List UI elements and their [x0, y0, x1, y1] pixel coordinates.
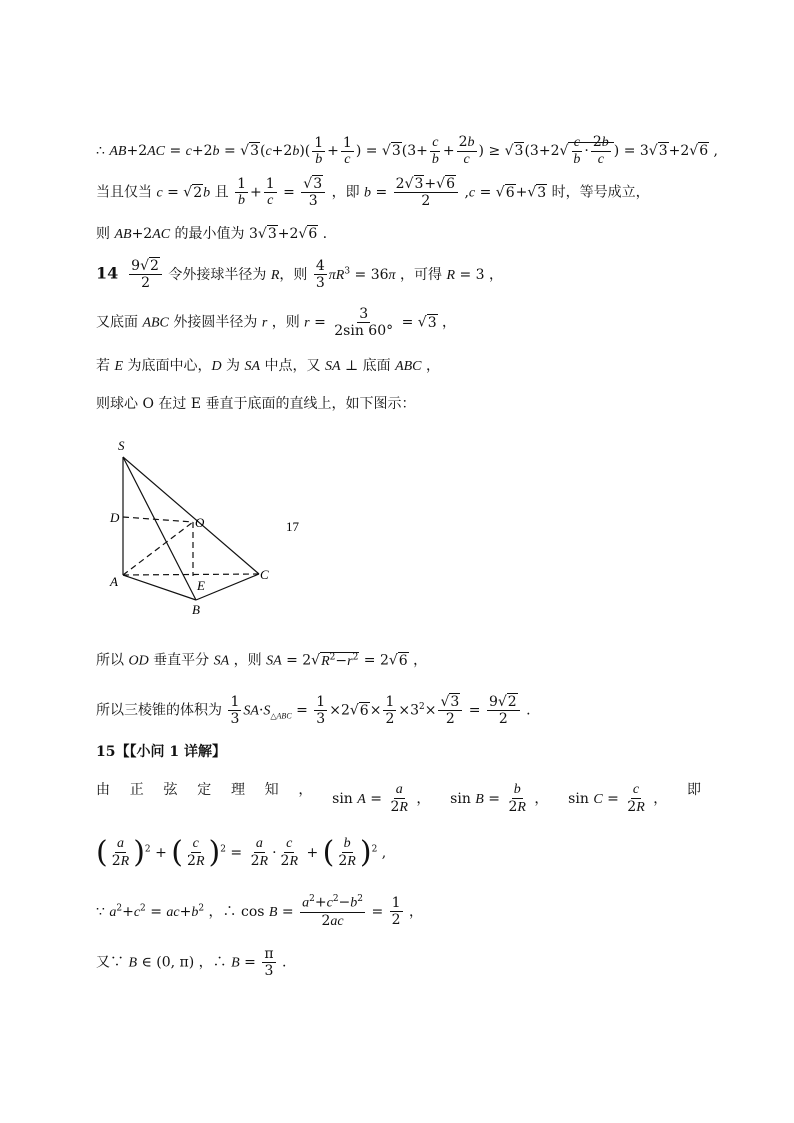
- cos-b-line: ∵ $a^2+c^2 = ac+b^2$ ，∴ cos B = $\frac{a^2+c^2-b^2}{2ac}$ = $\frac{1}{2}$ ，: [96, 894, 424, 929]
- base-circumradius-line: 又底面 ABC 外接圆半径为 r ，则 r = $\frac{3}{2\sin 60^\circ}$ = √3 ，: [96, 306, 457, 340]
- label-s: S: [118, 438, 125, 453]
- label-e: E: [197, 578, 205, 593]
- label-a: A: [110, 574, 118, 589]
- q14-number: 14: [96, 263, 119, 283]
- sa-length-line: 所以 OD 垂直平分 SA ，则 SA = $2√R^2-r^2 = 2√6$ ，: [96, 652, 428, 669]
- segment-ao: [123, 522, 193, 575]
- q15-heading: 15【【小问 1 详解】: [96, 744, 226, 760]
- sphere-center-line: 则球心 O 在过 E 垂直于底面的直线上，如下图示：: [96, 396, 416, 412]
- label-o: O: [195, 515, 205, 530]
- b-value-line: 又∵ B ∈ (0, π) ，∴ B = $\frac{\pi}{3}$ .: [96, 946, 287, 980]
- proof-line-ab-2ac: ∴ AB+2AC = c+2b = √3(c+2b)( $\frac{1}{b}$ + $\frac{1}{c}$ ) = √3(3+ $\frac{c}{b}$ + $\frac{2b}{c}$ ) ≥ √3(3+2√ $\frac{c}{b}$ · $\frac{2b}{c}$ ) = 3√3+2√6 ,: [96, 134, 719, 168]
- q14-answer: $\frac{9√2}{2}$: [129, 258, 162, 291]
- side-number: 17: [286, 519, 299, 534]
- sine-law-line: 由 正 弦 定 理 知 ， sin A = $\frac{a}{2R}$ ， sin B = $\frac{b}{2R}$ ， sin C = $\frac{c}{2R}$ ， 即: [96, 782, 701, 816]
- edge-bc: [196, 574, 259, 600]
- pyramid-figure: [96, 430, 316, 620]
- label-d: D: [110, 510, 120, 525]
- segment-do: [123, 517, 193, 522]
- label-b: B: [192, 602, 200, 617]
- q14-line: [96, 258, 503, 291]
- edge-ac-hidden: [123, 574, 259, 575]
- circumsphere-radius-text: 令外接球半径为 R，则 $\frac{4}{3}$ $\pi R^3 = 36\pi$ ，可得 R = 3 ，: [168, 258, 504, 292]
- edge-sc: [123, 457, 259, 574]
- center-definition-line: 若 E 为底面中心，D 为 SA 中点，又 SA ⊥ 底面 ABC ，: [96, 358, 440, 374]
- volume-line: 所以三棱锥的体积为 $\frac{1}{3}$ $SA\cdot S_{\triangle ABC}$ = $\frac{1}{3}$ ×2√6× $\frac{1}{2}$ $\times 3^2\times$ $\frac{√3}{2}$ = $\frac{9√2}{2}$ .: [96, 694, 531, 728]
- label-c: C: [260, 567, 269, 582]
- min-value-line: 则 AB+2AC 的最小值为 3√3+2√6 .: [96, 226, 328, 242]
- substitution-line: ( $\frac{a}{2R}$ )$^2$ + ( $\frac{c}{2R}$ )$^2$ = $\frac{a}{2R}$ · $\frac{c}{2R}$ + ( $\frac{b}{2R}$ )$^2$ ,: [96, 835, 387, 870]
- equality-condition-line: 当且仅当 c = √2b 且 $\frac{1}{b}$ + $\frac{1}{c}$ = $\frac{√3}{3}$ ，即 b = $\frac{2√3+√6}{2}$ ,c = √6+√3 时，等号成立，: [96, 176, 650, 210]
